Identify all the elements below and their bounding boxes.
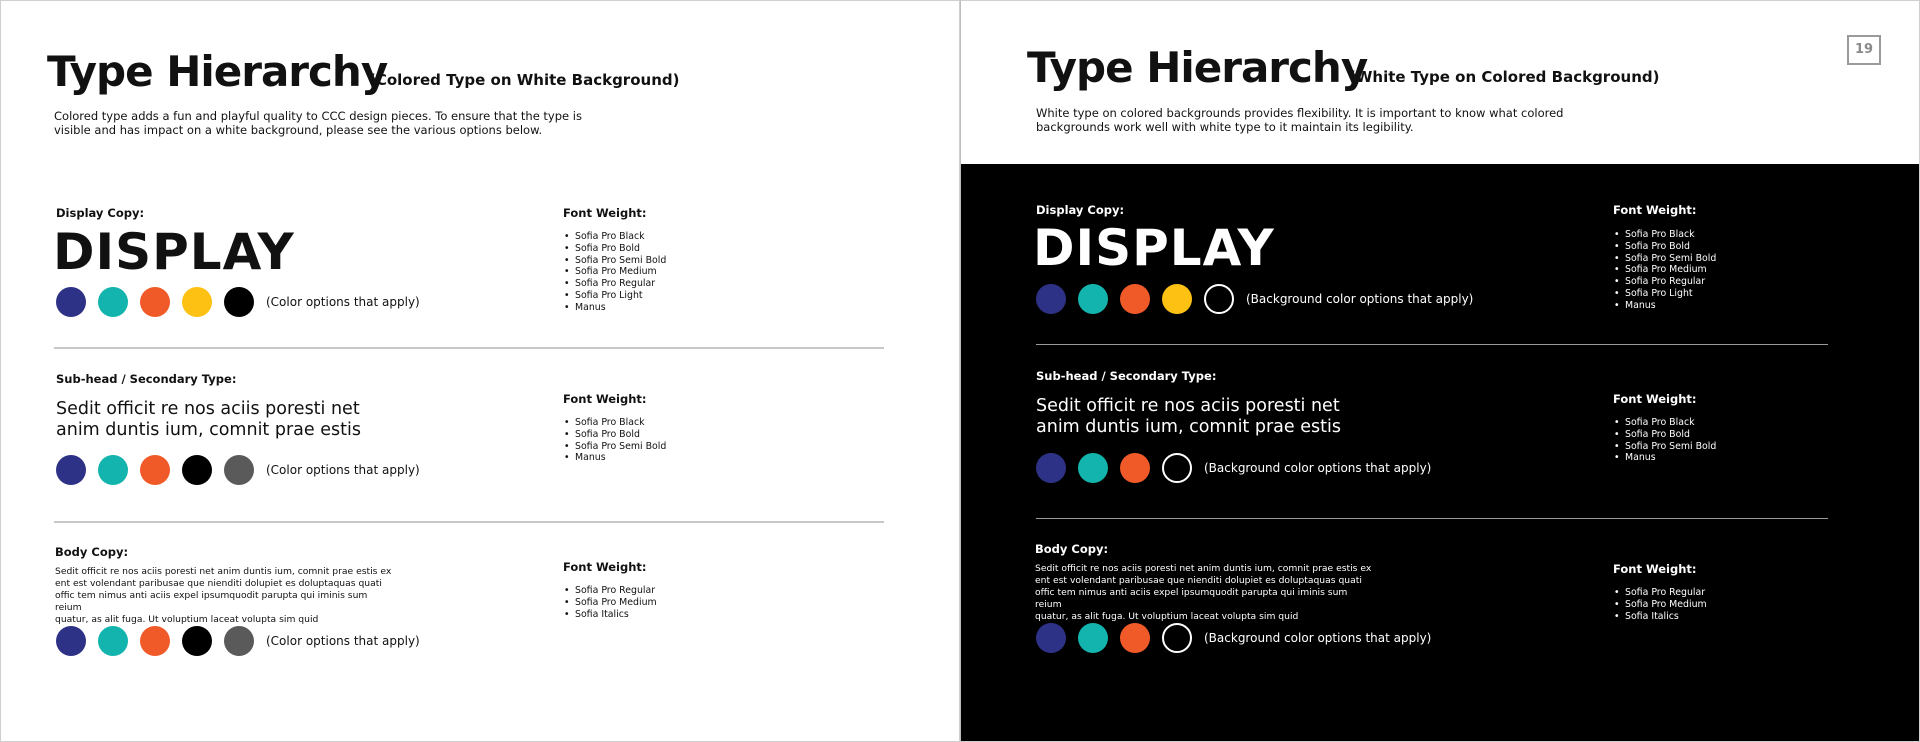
font-weight-title: Font Weight: <box>1613 562 1697 576</box>
font-weight-item: • Sofia Pro Black <box>564 417 666 429</box>
color-swatch <box>98 455 128 485</box>
color-swatch <box>140 455 170 485</box>
body-color-swatches <box>1036 623 1431 653</box>
font-weight-list <box>1614 229 1716 312</box>
font-weight-item: • Sofia Pro Bold <box>564 243 666 255</box>
color-swatch <box>1162 623 1192 653</box>
subhead-line: Sedit officit re nos aciis poresti net <box>1036 396 1340 416</box>
font-weight-list <box>1614 417 1716 464</box>
body-copy-sample <box>1035 563 1375 623</box>
font-weight-list <box>564 585 657 620</box>
color-swatch <box>98 287 128 317</box>
font-weight-item: • Sofia Pro Black <box>1614 229 1716 241</box>
font-weight-item: • Sofia Italics <box>564 609 657 621</box>
section-divider <box>1036 344 1828 345</box>
font-weight-title: Font Weight: <box>1613 392 1697 406</box>
subhead-label: Sub-head / Secondary Type: <box>1036 369 1217 383</box>
body-copy-label: Body Copy: <box>1035 542 1109 556</box>
color-swatch <box>224 287 254 317</box>
color-swatch <box>1120 453 1150 483</box>
color-swatch <box>182 455 212 485</box>
intro-text <box>54 109 614 137</box>
page-number: 19 <box>1847 35 1881 65</box>
font-weight-item: • Sofia Pro Medium <box>564 597 657 609</box>
intro-line: visible and has impact on a white background, please see the various options below. <box>54 123 543 137</box>
color-swatch <box>1078 453 1108 483</box>
intro-line: White type on colored backgrounds provides flexibility. It is important to know what colored <box>1036 106 1564 120</box>
display-copy-label: Display Copy: <box>56 206 145 220</box>
page-subtitle: (White Type on Colored Background) <box>1349 68 1660 86</box>
font-weight-item: • Sofia Pro Medium <box>1614 599 1707 611</box>
body-line: ent est volendant paribusae que nienditi dolupiet es doluptaquas quati <box>1035 575 1362 586</box>
font-weight-item: • Sofia Pro Regular <box>564 585 657 597</box>
color-swatch <box>224 455 254 485</box>
intro-line: backgrounds work well with white type to it maintain its legibility. <box>1036 120 1414 134</box>
color-swatch <box>1204 284 1234 314</box>
page-title: Type Hierarchy <box>1027 43 1368 92</box>
color-swatch <box>182 287 212 317</box>
color-options-note: (Background color options that apply) <box>1246 292 1474 306</box>
font-weight-item: • Sofia Pro Black <box>564 231 666 243</box>
font-weight-item: • Sofia Pro Semi Bold <box>564 255 666 267</box>
color-swatch <box>182 626 212 656</box>
font-weight-item: • Sofia Pro Medium <box>564 266 666 278</box>
intro-text <box>1036 106 1596 134</box>
font-weight-item: • Sofia Pro Light <box>1614 288 1716 300</box>
subhead-sample <box>1036 396 1341 438</box>
font-weight-item: • Sofia Pro Bold <box>1614 429 1716 441</box>
color-swatch <box>140 287 170 317</box>
subhead-sample <box>56 399 361 441</box>
color-swatch <box>1078 284 1108 314</box>
display-copy-label: Display Copy: <box>1036 203 1125 217</box>
color-swatch <box>1162 453 1192 483</box>
body-line: offic tem nimus anti aciis expel ipsumquodit parupta qui iminis sum reium <box>1035 587 1348 610</box>
display-sample: DISPLAY <box>1033 219 1275 277</box>
font-weight-item: • Sofia Pro Medium <box>1614 264 1716 276</box>
body-line: ent est volendant paribusae que nienditi dolupiet es doluptaquas quati <box>55 578 382 589</box>
color-swatch <box>1078 623 1108 653</box>
subhead-line: anim duntis ium, comnit prae estis <box>1036 417 1341 437</box>
font-weight-item: • Sofia Pro Light <box>564 290 666 302</box>
color-options-note: (Color options that apply) <box>266 295 420 309</box>
display-sample: DISPLAY <box>53 223 295 281</box>
body-line: Sedit officit re nos aciis poresti net anim duntis ium, comnit prae estis ex <box>55 566 392 577</box>
font-weight-title: Font Weight: <box>563 560 647 574</box>
section-divider <box>1036 518 1828 519</box>
color-options-note: (Color options that apply) <box>266 634 420 648</box>
body-line: quatur, as alit fuga. Ut voluptium laceat volupta sim quid <box>1035 611 1299 622</box>
font-weight-item: • Sofia Pro Semi Bold <box>1614 253 1716 265</box>
font-weight-list <box>1614 587 1707 622</box>
font-weight-item: • Sofia Pro Regular <box>1614 587 1707 599</box>
font-weight-item: • Sofia Italics <box>1614 611 1707 623</box>
color-swatch <box>1120 623 1150 653</box>
color-options-note: (Color options that apply) <box>266 463 420 477</box>
color-swatch <box>1036 623 1066 653</box>
font-weight-title: Font Weight: <box>1613 203 1697 217</box>
color-swatch <box>140 626 170 656</box>
font-weight-item: • Sofia Pro Black <box>1614 417 1716 429</box>
color-options-note: (Background color options that apply) <box>1204 461 1432 475</box>
font-weight-item: • Sofia Pro Semi Bold <box>564 441 666 453</box>
color-swatch <box>1162 284 1192 314</box>
font-weight-item: • Manus <box>564 302 666 314</box>
body-line: quatur, as alit fuga. Ut voluptium laceat volupta sim quid <box>55 614 319 625</box>
color-swatch <box>98 626 128 656</box>
color-swatch <box>56 287 86 317</box>
color-swatch <box>1036 453 1066 483</box>
right-page <box>960 0 1920 742</box>
page-title: Type Hierarchy <box>47 47 388 96</box>
color-options-note: (Background color options that apply) <box>1204 631 1432 645</box>
color-swatch <box>1120 284 1150 314</box>
color-swatch <box>56 626 86 656</box>
body-copy-label: Body Copy: <box>55 545 129 559</box>
font-weight-item: • Sofia Pro Regular <box>1614 276 1716 288</box>
color-swatch <box>224 626 254 656</box>
font-weight-item: • Sofia Pro Bold <box>1614 241 1716 253</box>
font-weight-item: • Manus <box>1614 300 1716 312</box>
font-weight-item: • Sofia Pro Bold <box>564 429 666 441</box>
display-color-swatches <box>1036 284 1473 314</box>
intro-line: Colored type adds a fun and playful quality to CCC design pieces. To ensure that the type is <box>54 109 582 123</box>
section-divider <box>54 347 884 349</box>
subhead-color-swatches <box>1036 453 1431 483</box>
display-color-swatches <box>56 287 420 317</box>
font-weight-item: • Sofia Pro Regular <box>564 278 666 290</box>
font-weight-list <box>564 417 666 464</box>
body-copy-sample <box>55 566 395 626</box>
body-line: Sedit officit re nos aciis poresti net anim duntis ium, comnit prae estis ex <box>1035 563 1372 574</box>
color-swatch <box>56 455 86 485</box>
subhead-label: Sub-head / Secondary Type: <box>56 372 237 386</box>
body-color-swatches <box>56 626 420 656</box>
subhead-color-swatches <box>56 455 420 485</box>
section-divider <box>54 521 884 523</box>
font-weight-item: • Manus <box>564 452 666 464</box>
font-weight-item: • Sofia Pro Semi Bold <box>1614 441 1716 453</box>
font-weight-item: • Manus <box>1614 452 1716 464</box>
font-weight-title: Font Weight: <box>563 392 647 406</box>
page-subtitle: (Colored Type on White Background) <box>369 71 680 89</box>
color-swatch <box>1036 284 1066 314</box>
font-weight-title: Font Weight: <box>563 206 647 220</box>
font-weight-list <box>564 231 666 314</box>
subhead-line: anim duntis ium, comnit prae estis <box>56 420 361 440</box>
body-line: offic tem nimus anti aciis expel ipsumquodit parupta qui iminis sum reium <box>55 590 368 613</box>
subhead-line: Sedit officit re nos aciis poresti net <box>56 399 360 419</box>
